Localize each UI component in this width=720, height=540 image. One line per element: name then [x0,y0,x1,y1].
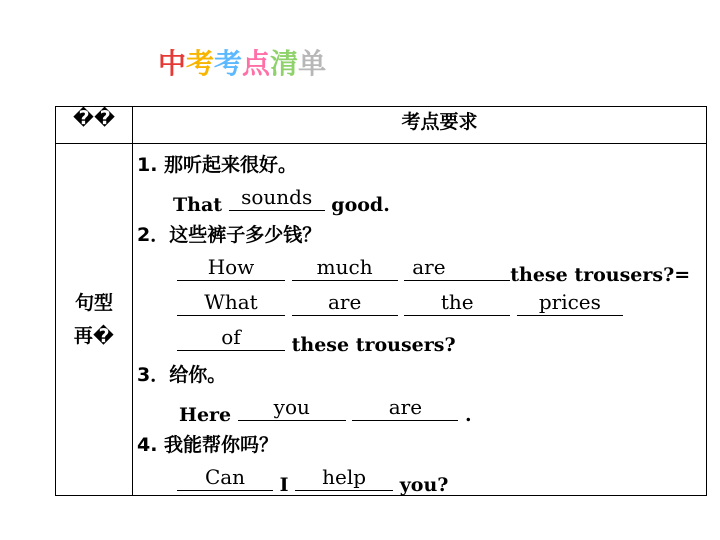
q2-l2-answer-4: prices [538,290,601,314]
table-body-row [56,144,707,496]
knowledge-table [55,106,707,496]
q2-l1-blank-2 [292,255,398,281]
q2-l1-answer-2: much [316,255,373,279]
q4-blank-2 [295,465,393,491]
q2-line-1 [177,255,691,286]
page-title [158,42,326,82]
q2-l2-answer-1: What [204,290,258,314]
q2-l1-blank-3 [404,255,510,281]
q2-l2-blank-3 [404,290,510,316]
row-label-line-2: 再� [73,324,115,347]
q1-answer: sounds [241,185,313,209]
q3-prefix: Here [179,404,232,426]
title-char-1: 中 [158,47,187,80]
q2-line-3 [177,325,456,356]
table-header-row [56,107,707,144]
q1-suffix: good. [331,194,390,216]
q4-blank-1 [177,465,273,491]
q2-l2-answer-2: are [327,290,362,314]
row-label-cell [56,144,133,496]
q2-l1-answer-1: How [207,255,255,279]
q4-answer-1: Can [204,465,246,489]
q2-line-2 [177,290,623,321]
q4-suffix: you? [399,474,449,496]
q2-l2-answer-3: the [440,290,474,314]
q3-blank-2 [352,395,458,421]
q4-answer-2: help [322,465,367,489]
q4-line [177,465,449,496]
title-char-6: 单 [298,47,327,80]
q2-l2-blank-4 [517,290,623,316]
q1-prefix: That [173,194,223,216]
q3-answer-1: you [273,395,310,419]
q3-line [179,395,472,426]
title-char-3: 考 [214,47,243,80]
q4-label: 4. 我能帮你吗？ [137,434,279,456]
content-cell [133,144,707,496]
q1-blank [229,185,325,211]
q3-answer-2: are [388,395,423,419]
header-right-cell: 考点要求 [133,107,707,144]
q2-l3-answer-1: of [221,325,241,349]
q2-l3-suffix: these trousers? [291,334,456,356]
q3-suffix: . [465,404,472,426]
q2-l1-blank-1 [177,255,285,281]
q2-l2-blank-1 [177,290,285,316]
header-left-cell: �� [56,107,133,144]
q3-blank-1 [238,395,346,421]
title-char-5: 清 [270,47,299,80]
q4-mid: I [279,474,289,496]
q2-l3-blank-1 [177,325,285,351]
title-char-4: 点 [242,47,271,80]
q2-l2-blank-2 [292,290,398,316]
q2-l1-suffix: these trousers?= [510,264,691,286]
q2-l1-answer-3: are [412,255,446,279]
q3-label: 3．给你。 [137,364,227,386]
q1-label: 1. 那听起来很好。 [137,154,298,176]
q2-label: 2．这些裤子多少钱？ [137,224,322,246]
q1-line [173,185,390,216]
title-char-2: 考 [186,47,215,80]
row-label-line-1: 句型 [74,291,113,314]
